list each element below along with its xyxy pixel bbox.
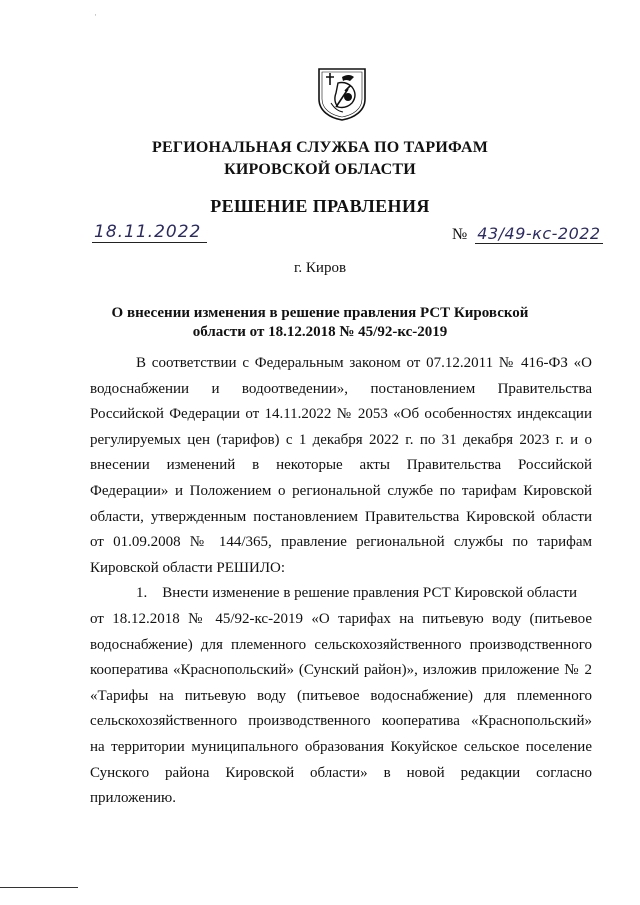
text-line: Кировской области РЕШИЛО:	[90, 559, 286, 576]
organization-line-2: КИРОВСКОЙ ОБЛАСТИ	[224, 161, 416, 178]
subject-line-2: области от 18.12.2018 № 45/92-кс-2019	[192, 324, 448, 340]
text-line: регулируемых цен (тарифов) с 1 декабря 2022 г. по 31 декабря 2023 г. и о	[90, 431, 592, 448]
text-line: Федерации» и Положением о региональной службе по тарифам Кировской	[90, 482, 592, 499]
text-line: на территории муниципального образования Кокуйское сельское поселение	[90, 738, 592, 755]
organization-line-1: РЕГИОНАЛЬНАЯ СЛУЖБА ПО ТАРИФАМ	[151, 139, 489, 156]
text-line: приложению.	[90, 790, 177, 807]
document-subject	[0, 304, 640, 342]
organization-name	[0, 137, 640, 181]
text-line: В соответствии с Федеральным законом от 07.12.2011 № 416-ФЗ «О	[136, 355, 592, 371]
text-line: области, утвержденным постановлением Правительства Кировской области	[90, 508, 592, 525]
document-body	[90, 351, 592, 812]
text-line: от 01.09.2008 № 144/365, правление региональной службы по тарифам	[90, 534, 592, 551]
number-sign: №	[452, 226, 468, 243]
text-line: кооператива «Краснопольский» (Сунский район)», изложив приложение № 2	[90, 662, 592, 679]
text-line: внесении изменений в некоторые акты Правительства Российской	[90, 457, 592, 474]
text-line: Российской Федерации от 14.11.2022 № 2053 «Об особенностях индексации	[90, 406, 592, 423]
paragraph-item-1	[90, 581, 592, 811]
city: г. Киров	[293, 260, 347, 276]
document-type: РЕШЕНИЕ ПРАВЛЕНИЯ	[210, 196, 430, 216]
text-line: от 18.12.2018 № 45/92-кс-2019 «О тарифах на питьевую воду (питьевое	[90, 610, 592, 627]
text-line: 1. Внести изменение в решение правления РСТ Кировской области	[136, 585, 577, 602]
text-line: водоснабжении и водоотведении», постановлением Правительства	[90, 380, 592, 397]
text-line: сельскохозяйственного производственного кооператива «Краснопольский»	[90, 713, 592, 730]
scan-speck: ·	[94, 10, 97, 20]
document-date: 18.11.2022	[92, 222, 207, 243]
document-number	[452, 224, 603, 244]
text-line: водоснабжение) для племенного сельскохозяйственного производственного	[90, 636, 592, 653]
document-number-value: 43/49-кс-2022	[477, 224, 601, 243]
paragraph-preamble	[90, 351, 592, 581]
text-line: Сунского района Кировской области» в новой редакции согласно	[90, 764, 592, 781]
subject-line-1: О внесении изменения в решение правления РСТ Кировской	[111, 305, 529, 321]
footnote-separator	[0, 887, 78, 888]
kirov-coat-of-arms-icon	[316, 67, 368, 121]
text-line: «Тарифы на питьевую воду (питьевое водоснабжение) для племенного	[90, 687, 592, 704]
